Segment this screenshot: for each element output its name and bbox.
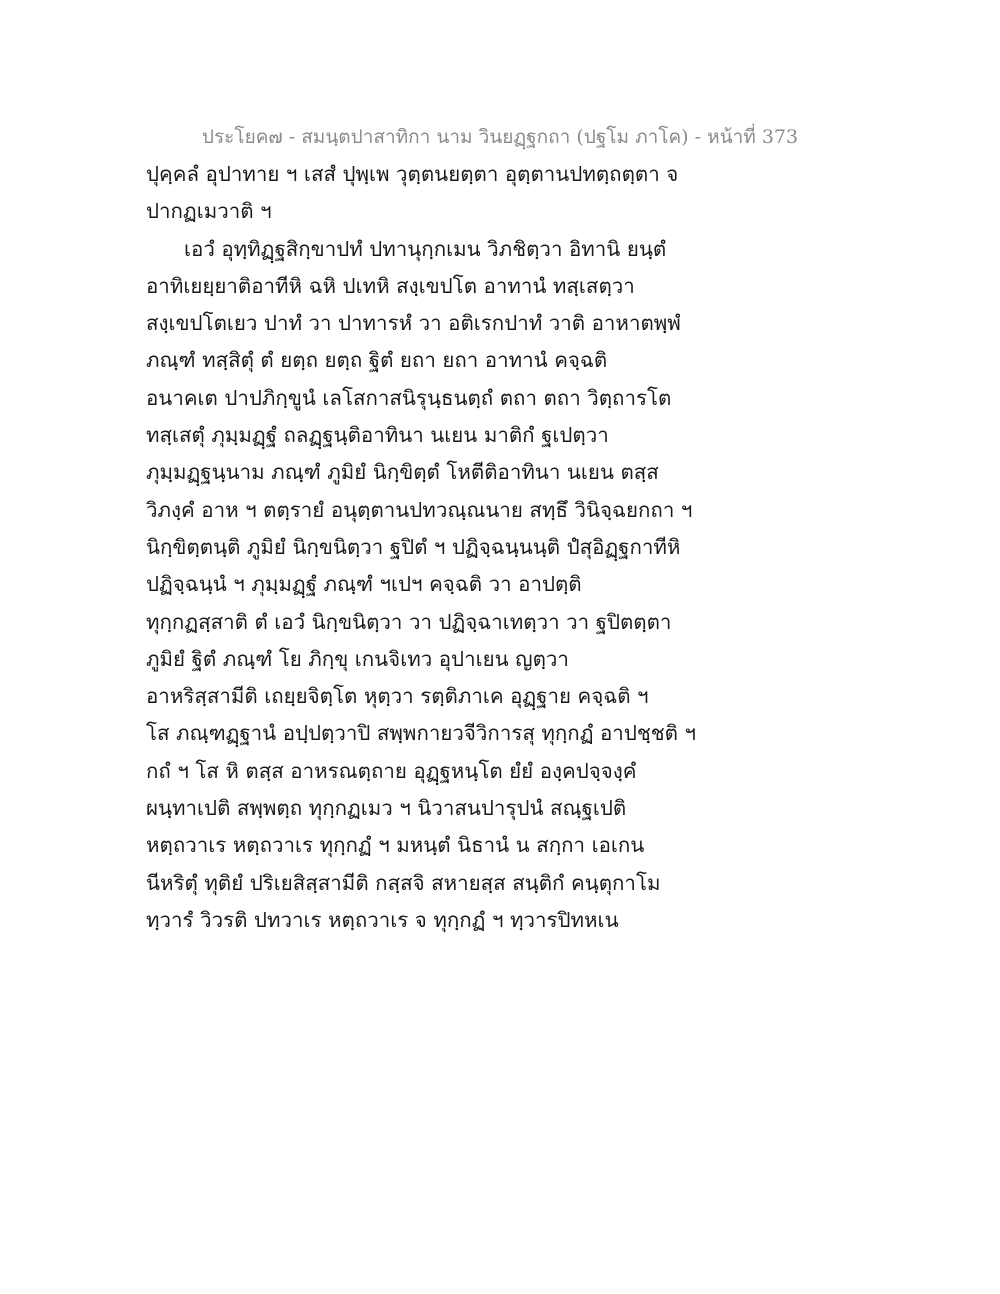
text-line: อาทิเยยฺยาติอาทีหิ ฉหิ ปเทหิ สงฺเขปโต อาทานํ ทสฺเสตฺวา [146,273,635,298]
text-line: หตฺถวาเร หตฺถวาเร ทุกฺกฏํ ฯ มหนฺตํ นิธานํ น สกฺกา เอเกน [146,833,645,858]
text-line: อาหริสฺสามีติ เถยฺยจิตฺโต หุตฺวา รตฺติภาเค อุฏฺฐาย คจฺฉติ ฯ [146,684,649,709]
text-line: ภณฺฑํ ทสฺสิตุํ ตํ ยตฺถ ยตฺถ ฐิตํ ยถา ยถา อาทานํ คจฺฉติ [146,348,608,373]
text-line: โส ภณฺฑฏฺฐานํ อปฺปตฺวาปิ สพฺพกายวจีวิการสุ ทุกฺกฏํ อาปชฺชติ ฯ [146,721,696,746]
text-line: สงฺเขปโตเยว ปาทํ วา ปาทารหํ วา อติเรกปาทํ วาติ อาหาตพฺพํ [146,311,681,336]
text-line: นิกฺขิตฺตนฺติ ภูมิยํ นิกฺขนิตฺวา ฐปิตํ ฯ ปฏิจฺฉนฺนนฺติ ปํสุอิฏฺฐกาทีหิ [146,534,681,559]
text-line: นีหริตุํ ทุติยํ ปริเยสิสฺสามีติ กสฺสจิ สหายสฺส สนฺติกํ คนฺตุกาโม [146,870,661,895]
text-line: ผนฺทาเปติ สพฺพตฺถ ทุกฺกฏเมว ฯ นิวาสนปารุปนํ สณฺฐเปติ [146,796,627,821]
text-line: ปุคฺคลํ อุปาทาย ฯ เสสํ ปุพฺเพ วุตฺตนยตฺตา อุตฺตานปทตฺถตฺตา จ [146,162,679,186]
body-text [146,156,706,939]
text-line: ภุมฺมฏฺฐนฺนาม ภณฺฑํ ภูมิยํ นิกฺขิตฺตํ โหตีติอาทินา นเยน ตสฺส [146,460,659,485]
text-line: ภูมิยํ ฐิตํ ภณฺฑํ โย ภิกฺขุ เกนจิเทว อุปาเยน ญตฺวา [146,646,569,671]
text-line: ทฺวารํ วิวรติ ปทวาเร หตฺถวาเร จ ทุกฺกฏํ ฯ ทฺวารปิทหเน [146,907,619,932]
text-line: กถํ ฯ โส หิ ตสฺส อาหรณตฺถาย อุฏฺฐหนฺโต ยํยํ องฺคปจฺจงฺคํ [146,758,637,783]
text-line-indented: เอวํ อุทฺทิฏฺฐสิกฺขาปทํ ปทานุกฺกเมน วิภชิตฺวา อิทานิ ยนฺตํ [184,236,667,261]
text-line: อนาคเต ปาปภิกฺขูนํ เลโสกาสนิรุนฺธนตฺถํ ตถา ตถา วิตฺถารโต [146,385,672,410]
text-line: วิภงฺคํ อาห ฯ ตตฺรายํ อนุตฺตานปทวณฺณนาย สทฺธึ วินิจฺฉยกถา ฯ [146,497,693,522]
text-line: ปฏิจฺฉนฺนํ ฯ ภุมฺมฏฺฐํ ภณฺฑํ ฯเปฯ คจฺฉติ วา อาปตฺติ [146,572,582,597]
text-line: ปากฏเมวาติ ฯ [146,199,272,224]
text-line: ทสฺเสตุํ ภุมฺมฏฺฐํ ถลฏฺฐนฺติอาทินา นเยน มาติกํ ฐเปตฺวา [146,423,609,448]
text-line: ทุกฺกฏสฺสาติ ตํ เอวํ นิกฺขนิตฺวา วา ปฏิจฺฉาเทตฺวา วา ฐปิตตฺตา [146,609,672,634]
running-header: ประโยค๗ - สมนฺตปาสาทิกา นาม วินยฏฺฐกถา (ปฐโม ภาโค) - หน้าที่ 373 [201,126,799,148]
